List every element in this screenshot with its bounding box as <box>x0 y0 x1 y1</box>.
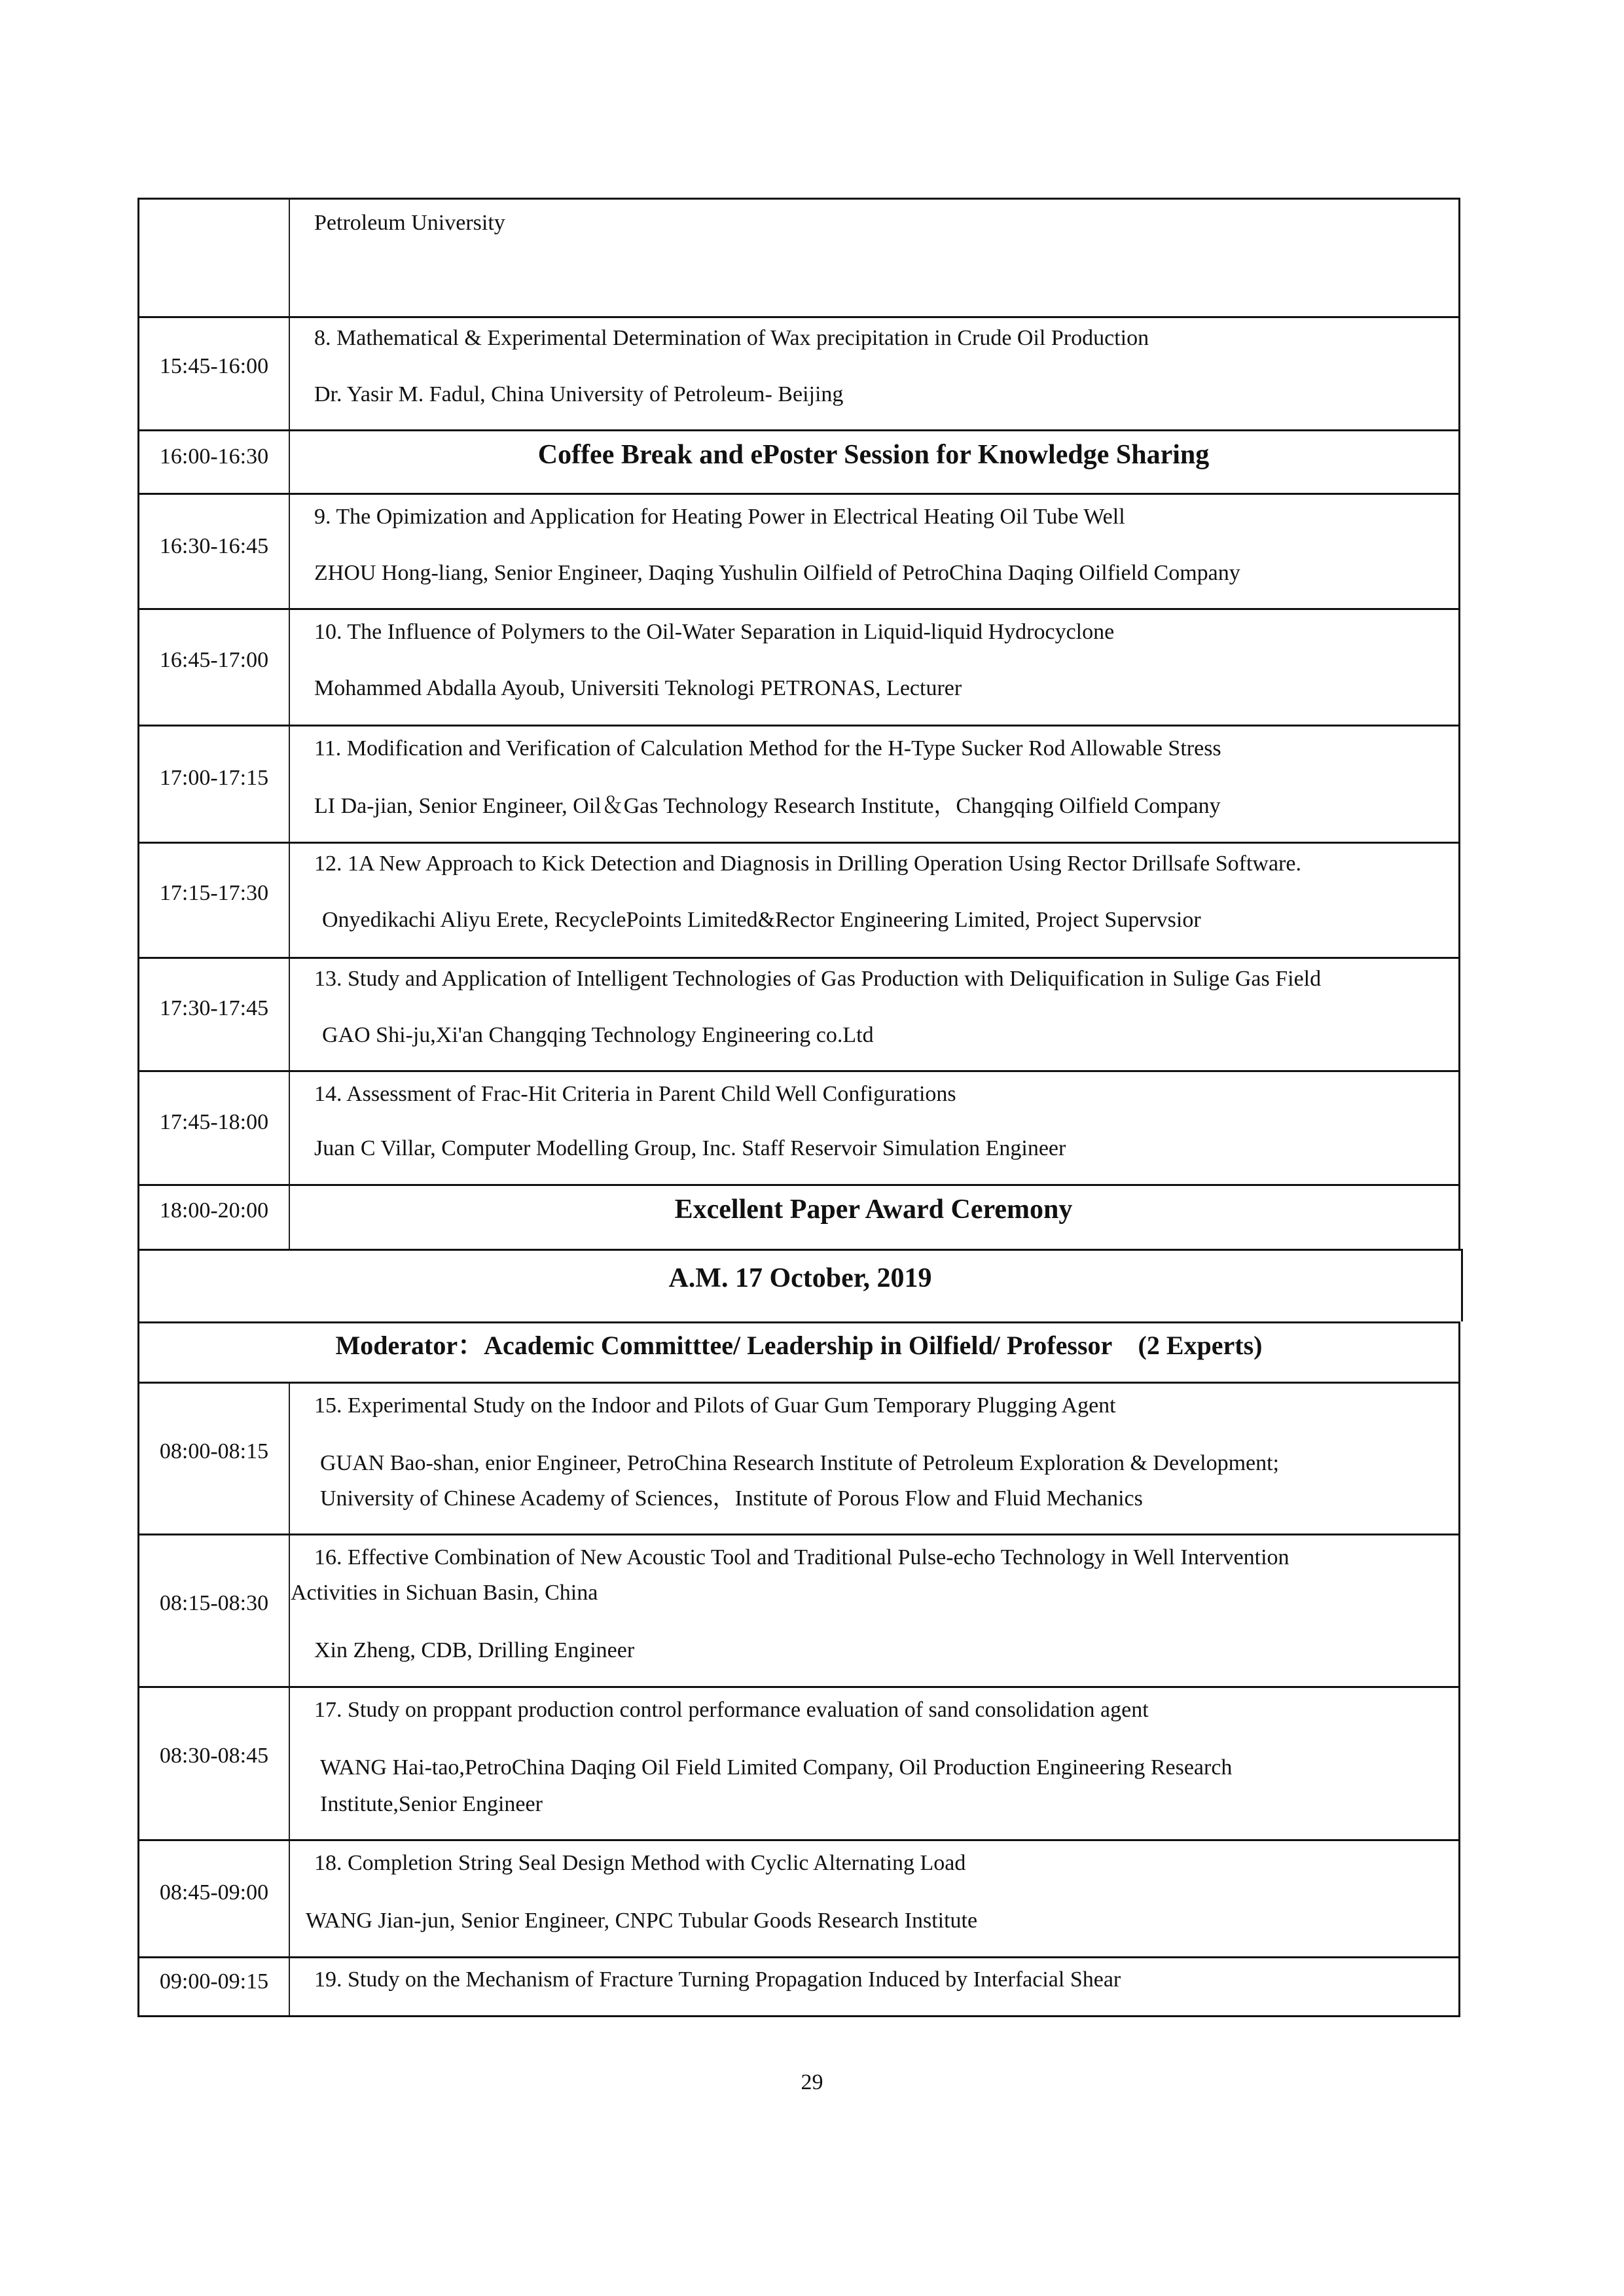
paper-author-continued: University of Chinese Academy of Sciences，Institute of Porous Flow and Fluid Mechanics <box>320 1486 1143 1511</box>
schedule-row <box>137 725 1460 842</box>
paper-title: 10. The Influence of Polymers to the Oil-Water Separation in Liquid-liquid Hydrocyclone <box>314 620 1115 644</box>
time-slot: 08:45-09:00 <box>159 1880 269 1905</box>
time-slot: 16:00-16:30 <box>159 444 269 469</box>
moderator-row <box>137 1321 1460 1382</box>
paper-title: 8. Mathematical & Experimental Determination of Wax precipitation in Crude Oil Production <box>314 326 1149 350</box>
column-divider <box>289 495 290 608</box>
schedule-row <box>137 1070 1460 1184</box>
session-heading: Excellent Paper Award Ceremony <box>674 1194 1073 1225</box>
schedule-row <box>137 608 1460 725</box>
schedule-row <box>137 957 1460 1070</box>
paper-title: 17. Study on proppant production control performance evaluation of sand consolidation agent <box>314 1698 1149 1722</box>
page-number: 29 <box>801 2070 823 2094</box>
paper-author: Onyedikachi Aliyu Erete, RecyclePoints Limited&Rector Engineering Limited, Project Supervsior <box>322 908 1201 932</box>
time-slot: 17:30-17:45 <box>159 996 269 1020</box>
paper-author: WANG Jian-jun, Senior Engineer, CNPC Tubular Goods Research Institute <box>306 1909 978 1933</box>
paper-title: 11. Modification and Verification of Calculation Method for the H-Type Sucker Rod Allowable Stress <box>314 736 1221 761</box>
column-divider <box>289 1072 290 1184</box>
column-divider <box>289 1958 290 2015</box>
column-divider <box>289 610 290 725</box>
affiliation-continued: Petroleum University <box>314 211 505 235</box>
paper-author: ZHOU Hong-liang, Senior Engineer, Daqing Yushulin Oilfield of PetroChina Daqing Oilfield Company <box>314 561 1240 585</box>
schedule-row <box>137 493 1460 608</box>
column-divider <box>289 1688 290 1839</box>
schedule-row <box>137 1382 1460 1534</box>
time-slot: 09:00-09:15 <box>159 1969 269 1994</box>
time-slot: 17:45-18:00 <box>159 1110 269 1134</box>
paper-author: LI Da-jian, Senior Engineer, Oil＆Gas Technology Research Institute，Changqing Oilfield Company <box>314 794 1221 818</box>
time-slot: 08:30-08:45 <box>159 1744 269 1768</box>
paper-title: 9. The Opimization and Application for Heating Power in Electrical Heating Oil Tube Well <box>314 505 1125 529</box>
paper-author: Dr. Yasir M. Fadul, China University of Petroleum- Beijing <box>314 382 844 406</box>
paper-title: 13. Study and Application of Intelligent Technologies of Gas Production with Deliquification in Sulige Gas Field <box>314 967 1322 991</box>
time-slot: 18:00-20:00 <box>159 1198 269 1223</box>
session-date: A.M. 17 October, 2019 <box>668 1263 932 1293</box>
paper-title-continued: Activities in Sichuan Basin, China <box>291 1581 598 1605</box>
paper-author: Mohammed Abdalla Ayoub, Universiti Teknologi PETRONAS, Lecturer <box>314 676 962 700</box>
schedule-row <box>137 1534 1460 1686</box>
column-divider <box>289 1535 290 1686</box>
schedule-row <box>137 1686 1460 1839</box>
time-slot: 17:00-17:15 <box>159 766 269 790</box>
time-slot: 16:45-17:00 <box>159 648 269 672</box>
schedule-row <box>137 198 1460 316</box>
schedule-row <box>137 1956 1460 2017</box>
schedule-row <box>137 316 1460 429</box>
paper-title: 18. Completion String Seal Design Method with Cyclic Alternating Load <box>314 1851 966 1875</box>
paper-title: 15. Experimental Study on the Indoor and Pilots of Guar Gum Temporary Plugging Agent <box>314 1393 1116 1418</box>
paper-title: 14. Assessment of Frac-Hit Criteria in Parent Child Well Configurations <box>314 1082 956 1106</box>
column-divider <box>289 318 290 429</box>
time-slot: 08:15-08:30 <box>159 1591 269 1615</box>
column-divider <box>289 726 290 842</box>
session-date-row <box>137 1249 1463 1321</box>
paper-author: Xin Zheng, CDB, Drilling Engineer <box>314 1638 635 1662</box>
paper-author: GAO Shi-ju,Xi'an Changqing Technology Engineering co.Ltd <box>322 1023 874 1047</box>
paper-title: 12. 1A New Approach to Kick Detection and Diagnosis in Drilling Operation Using Rector Drillsafe Software. <box>314 852 1301 876</box>
time-slot: 08:00-08:15 <box>159 1439 269 1463</box>
time-slot: 17:15-17:30 <box>159 881 269 905</box>
schedule-row-ceremony <box>137 1184 1460 1249</box>
column-divider <box>289 200 290 316</box>
schedule-row <box>137 1839 1460 1956</box>
schedule-row-break <box>137 429 1460 493</box>
paper-author: GUAN Bao-shan, enior Engineer, PetroChina Research Institute of Petroleum Exploration & Development; <box>320 1451 1280 1475</box>
paper-author-continued: Institute,Senior Engineer <box>320 1792 543 1816</box>
column-divider <box>289 959 290 1070</box>
paper-title: 19. Study on the Mechanism of Fracture Turning Propagation Induced by Interfacial Shear <box>314 1967 1121 1992</box>
column-divider <box>289 1384 290 1534</box>
schedule-row <box>137 842 1460 957</box>
column-divider <box>289 1841 290 1956</box>
paper-author: WANG Hai-tao,PetroChina Daqing Oil Field Limited Company, Oil Production Engineering Research <box>320 1755 1233 1780</box>
time-slot: 16:30-16:45 <box>159 534 269 558</box>
moderator-line: Moderator：Academic Committtee/ Leadership in Oilfield/ Professor (2 Experts) <box>335 1331 1263 1360</box>
paper-title: 16. Effective Combination of New Acoustic Tool and Traditional Pulse-echo Technology in Well Intervention <box>314 1545 1290 1570</box>
paper-author: Juan C Villar, Computer Modelling Group, Inc. Staff Reservoir Simulation Engineer <box>314 1136 1066 1160</box>
column-divider <box>289 844 290 957</box>
time-slot: 15:45-16:00 <box>159 354 269 378</box>
session-heading: Coffee Break and ePoster Session for Knowledge Sharing <box>537 440 1210 470</box>
